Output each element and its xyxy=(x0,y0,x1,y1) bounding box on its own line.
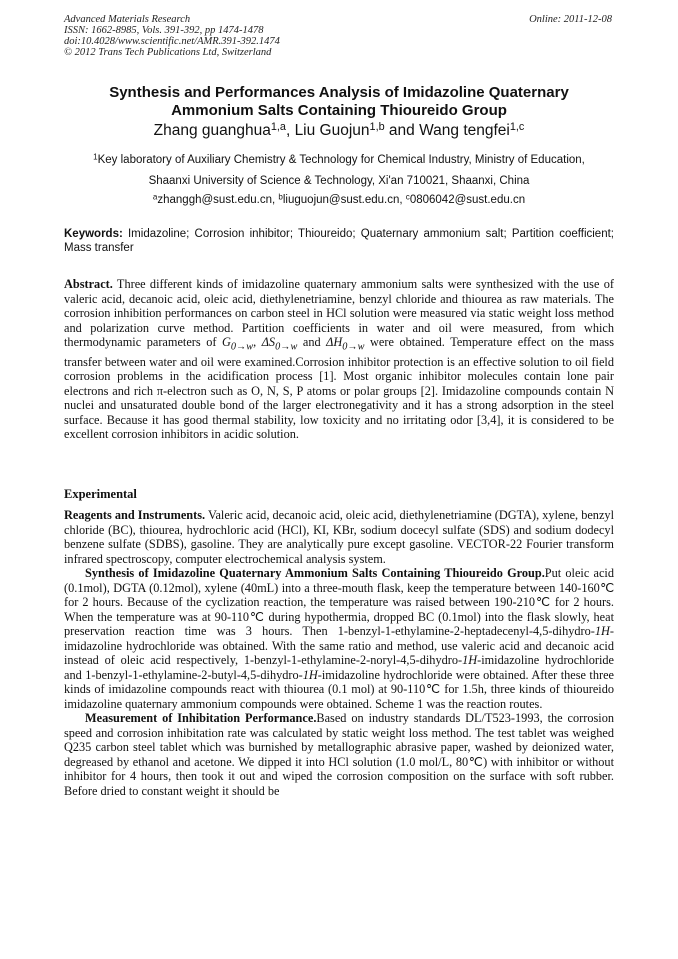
keywords-text: Imidazoline; Corrosion inhibitor; Thioureido; Quaternary ammonium salt; Partition coefficient; Mass transfer xyxy=(64,228,614,254)
journal-name: Advanced Materials Research xyxy=(64,14,191,25)
email-address[interactable]: liuguojun@sust.edu.cn xyxy=(282,194,400,206)
experimental-body xyxy=(64,508,614,798)
affiliation-line-2: Shaanxi University of Science & Technology, Xi'an 710021, Shaanxi, China xyxy=(148,175,530,187)
author-superscript: 1,a xyxy=(270,121,286,134)
section-heading-experimental: Experimental xyxy=(64,487,137,501)
symbol-subscript: 0→w xyxy=(230,341,254,353)
measurement-label: Measurement of Inhibitation Performance. xyxy=(85,711,317,725)
affiliation-line-1 xyxy=(40,150,638,171)
synthesis-text-1: Put oleic acid (0.1mol), DGTA (0.12mol), xylene (40mL) into a three-mouth flask, keep the temperature between 140-160℃ for 2 hours. Because of the cyclization reaction, the temperature was raised between 190-210℃ for 2 hours. When the temperature was at 90-110℃ during hypothermia, dropped BC (0.1mol) into the flask slowly, heat preservation reaction time was 3 hours. Then 1-benzyl-1-ethylamine-2-heptadecenyl-4,5-dihydro- xyxy=(64,566,614,638)
author-name: Liu Guojun xyxy=(294,122,370,139)
author-separator: and xyxy=(384,122,420,139)
measurement-text: Based on industry standards DL/T523-1993, the corrosion speed and corrosion inhibitation rate was calculated by static weight loss method. The test tablet was weighed Q235 carbon steel tablet which was burnished by metallographic abrasive paper, washed by deionized water, degreased by ethanol and acetone. We dipped it into HCl solution (1.0 mol/L, 80℃) with inhibitor or without inhibitor for 4 hours, then took it out and wiped the corrosion composition on the surface with soft rubber. Before dried to constant weight it should be xyxy=(64,711,614,798)
author-separator: , xyxy=(285,122,295,139)
email-mark: a xyxy=(152,192,158,202)
author-superscript: 1,b xyxy=(369,121,385,134)
doi-line: doi:10.4028/www.scientific.net/AMR.391-392.1474 xyxy=(64,36,280,47)
affiliation-text: Key laboratory of Auxiliary Chemistry & Technology for Chemical Industry, Ministry of Education, xyxy=(97,154,585,166)
paper-title xyxy=(40,84,638,120)
synthesis-italic: 1H xyxy=(594,624,610,638)
paragraph-synthesis xyxy=(64,566,614,711)
affiliation-mark: 1 xyxy=(93,152,98,162)
abstract-label: Abstract. xyxy=(64,277,113,291)
online-date: Online: 2011-12-08 xyxy=(529,14,612,25)
email-mark: c xyxy=(405,192,410,202)
synthesis-italic: 1H xyxy=(302,667,318,682)
keywords-block xyxy=(64,227,614,255)
author-list xyxy=(40,121,638,141)
issn-line: ISSN: 1662-8985, Vols. 391-392, pp 1474-1478 xyxy=(64,25,264,36)
abstract-text-1: Three different kinds of imidazoline quaternary ammonium salts were synthesized with the use of valeric acid, decanoic acid, oleic acid, diethylenetriamine, benzyl chloride and thiourea as raw materials. The corrosion inhibition performances on carbon steel in HCl solution were measured via static weight loss method and polarization curve method. Partition coefficients in water and oil were measured, from which thermodynamic parameters of xyxy=(64,277,614,349)
author-name: Wang tengfei xyxy=(419,122,510,139)
email-mark: b xyxy=(278,192,283,202)
paragraph-reagents xyxy=(64,508,614,566)
reagents-label: Reagents and Instruments. xyxy=(64,508,206,522)
title-line-2: Ammonium Salts Containing Thioureido Group xyxy=(171,102,507,119)
symbol-separator: and xyxy=(297,335,327,349)
email-separator: , xyxy=(272,194,279,206)
symbol-subscript: 0→w xyxy=(342,341,365,353)
paragraph-measurement xyxy=(64,711,614,798)
abstract-text-2: were obtained. Temperature effect on the mass transfer between water and oil were examined.Corrosion inhibitor protection is an effective solution to oil field corrosion problems in the acidification process [1]. Most organic inhibitor molecules contain lone pair electrons and rich π-electron such as O, N, S, P atoms or polar groups [2]. Imidazoline compounds contain N nuclei and unsaturated double bond of the larger electronegativity and it has a strong adsorption in the steel surface. Because it has good thermal stability, low toxicity and no irritating odor [3,4], it is considered to be excellent corrosion inhibitors in acidic solution. xyxy=(64,335,614,442)
email-address[interactable]: 0806042@sust.edu.cn xyxy=(409,194,526,206)
synthesis-text-4: -imidazoline hydrochloride were obtained. After these three kinds of imidazoline compounds react with thiourea (0.1 mol) at 90-110℃ for 1.5h, three kinds of thioureido imidazoline quaternary ammonium compounds were obtained. Scheme 1 was the reaction routes. xyxy=(64,667,614,711)
synthesis-italic: 1H xyxy=(462,653,478,667)
author-superscript: 1,c xyxy=(509,121,525,134)
journal-header xyxy=(64,14,280,58)
affiliation xyxy=(40,150,638,192)
symbol-subscript: 0→w xyxy=(275,341,298,353)
author-name: Zhang guanghua xyxy=(153,122,271,139)
email-separator: , xyxy=(399,194,406,206)
email-list xyxy=(40,192,638,208)
synthesis-label: Synthesis of Imidazoline Quaternary Ammonium Salts Containing Thioureido Group. xyxy=(85,566,545,580)
symbol-separator: , xyxy=(253,335,262,349)
abstract-block xyxy=(64,277,614,442)
symbol-g: G xyxy=(221,335,231,349)
synthesis-text-3: -imidazoline hydrochloride and 1-benzyl-1-ethylamine-2-butyl-4,5-dihydro- xyxy=(64,653,614,682)
email-address[interactable]: zhanggh@sust.edu.cn xyxy=(157,194,272,206)
symbol-h: ΔH xyxy=(326,335,343,349)
synthesis-text-2: -imidazoline hydrochloride was obtained. With the same ratio and method, use valeric acid and decanoic acid instead of oleic acid respectively, 1-benzyl-1-ethylamine-2-noryl-4,5-dihydro- xyxy=(64,624,614,667)
title-line-1: Synthesis and Performances Analysis of Imidazoline Quaternary xyxy=(109,84,569,101)
keywords-label: Keywords: xyxy=(64,228,123,240)
reagents-text: Valeric acid, decanoic acid, oleic acid, diethylenetriamine (DGTA), xylene, benzyl chloride (BC), thiourea, hydrochloric acid (HCl), KI, KBr, sodium docecyl sulfate (SDS) and sodium dodecyl benzene sulfate (SDBS), gasoline. They are analytically pure except gasoline. VECTOR-22 Fourier transform infrared spectroscopy, computer electrochemical analysis system. xyxy=(64,508,614,566)
symbol-s: ΔS xyxy=(261,335,276,349)
copyright-line: © 2012 Trans Tech Publications Ltd, Switzerland xyxy=(64,47,272,58)
